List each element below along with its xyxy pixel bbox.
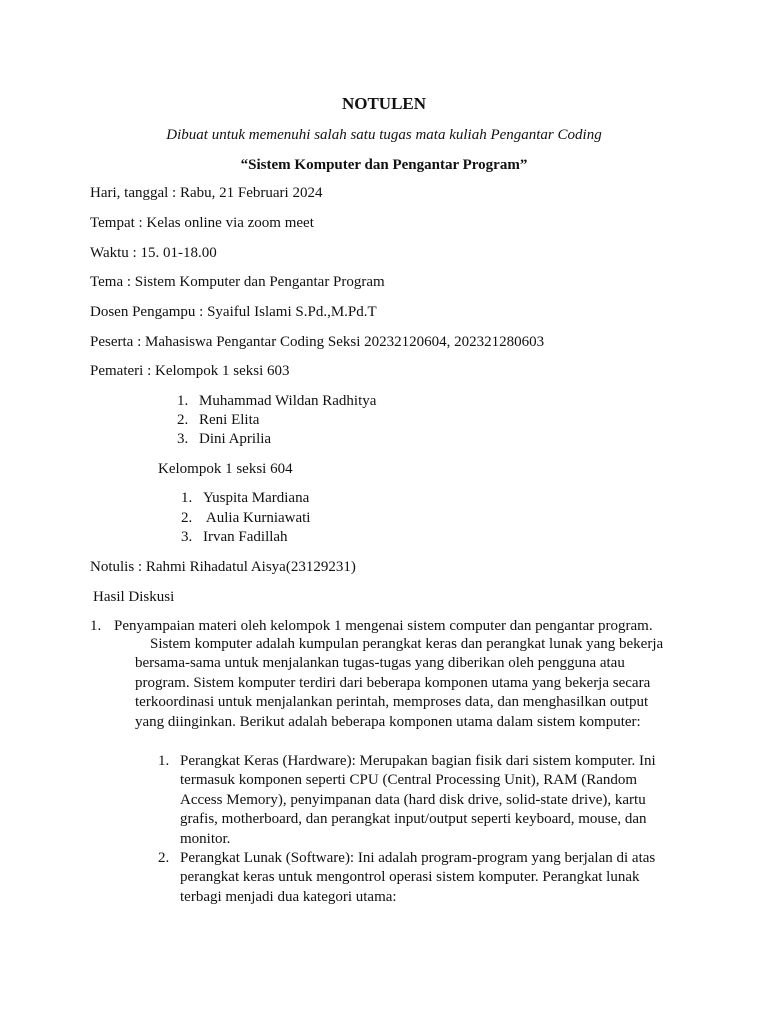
group2-member-number: 2. bbox=[181, 510, 193, 526]
group2-member-name: Aulia Kurniawati bbox=[203, 510, 311, 526]
paragraph-line: program. Sistem komputer terdiri dari beberapa komponen utama yang bekerja secara bbox=[135, 674, 651, 691]
component-item-software bbox=[180, 849, 670, 907]
paragraph-line: terkoordinasi untuk menjalankan perintah, memproses data, dan menghasilkan output bbox=[135, 694, 649, 711]
paragraph-line: Sistem komputer adalah kumpulan perangkat keras dan perangkat lunak yang bekerja bbox=[135, 636, 664, 652]
component-item-hardware bbox=[180, 752, 670, 849]
point1-heading: Penyampaian materi oleh kelompok 1 mengenai sistem computer dan pengantar program. bbox=[114, 618, 653, 634]
field-waktu: Waktu : 15. 01-18.00 bbox=[90, 245, 217, 261]
field-tempat: Tempat : Kelas online via zoom meet bbox=[90, 215, 314, 231]
group1-member-number: 2. bbox=[177, 412, 189, 428]
group2-member-name: Yuspita Mardiana bbox=[203, 490, 310, 506]
group1-member-number: 1. bbox=[177, 393, 189, 409]
group1-member-name: Reni Elita bbox=[199, 412, 260, 428]
group1-member-name: Muhammad Wildan Radhitya bbox=[199, 393, 377, 409]
component-number: 2. bbox=[158, 850, 170, 866]
group1-member-name: Dini Aprilia bbox=[199, 431, 272, 447]
group2-member-number: 3. bbox=[181, 529, 193, 545]
component-number: 1. bbox=[158, 753, 170, 769]
component-line: Perangkat Keras (Hardware): Merupakan bagian fisik dari sistem komputer. Ini bbox=[180, 753, 656, 769]
field-dosen: Dosen Pengampu : Syaiful Islami S.Pd.,M.Pd.T bbox=[90, 304, 377, 320]
field-peserta: Peserta : Mahasiswa Pengantar Coding Seksi 20232120604, 202321280603 bbox=[90, 334, 545, 350]
paragraph-line: yang diinginkan. Berikut adalah beberapa komponen utama dalam sistem komputer: bbox=[135, 713, 641, 730]
component-line: grafis, motherboard, dan perangkat input/output seperti keyboard, mouse, dan bbox=[180, 811, 647, 828]
field-hari-tanggal: Hari, tanggal : Rabu, 21 Februari 2024 bbox=[90, 185, 323, 201]
component-line: terbagi menjadi dua kategori utama: bbox=[180, 888, 397, 905]
point1-paragraph bbox=[135, 635, 675, 732]
point1-number: 1. bbox=[90, 618, 102, 634]
component-line: Perangkat Lunak (Software): Ini adalah program-program yang berjalan di atas bbox=[180, 850, 656, 866]
document-subtitle: Dibuat untuk memenuhi salah satu tugas mata kuliah Pengantar Coding bbox=[166, 127, 602, 143]
section-heading-hasil-diskusi: Hasil Diskusi bbox=[93, 589, 175, 605]
group1-member-number: 3. bbox=[177, 431, 189, 447]
document-title: NOTULEN bbox=[341, 94, 427, 113]
component-line: perangkat keras untuk mengontrol operasi sistem komputer. Perangkat lunak bbox=[180, 869, 640, 886]
component-line: Access Memory), penyimpanan data (hard disk drive, solid-state drive), kartu bbox=[180, 791, 646, 808]
component-line: termasuk komponen seperti CPU (Central Processing Unit), RAM (Random bbox=[180, 772, 638, 789]
group2-member-name: Irvan Fadillah bbox=[203, 529, 288, 545]
field-notulis: Notulis : Rahmi Rihadatul Aisya(23129231) bbox=[90, 559, 356, 575]
group2-member-number: 1. bbox=[181, 490, 193, 506]
document-topic: “Sistem Komputer dan Pengantar Program” bbox=[240, 157, 528, 173]
component-line: monitor. bbox=[180, 830, 231, 847]
paragraph-line: bersama-sama untuk menjalankan tugas-tugas yang diberikan oleh pengguna atau bbox=[135, 655, 625, 672]
field-pemateri: Pemateri : Kelompok 1 seksi 603 bbox=[90, 363, 290, 379]
group2-label: Kelompok 1 seksi 604 bbox=[158, 461, 293, 477]
field-tema: Tema : Sistem Komputer dan Pengantar Program bbox=[90, 274, 385, 290]
